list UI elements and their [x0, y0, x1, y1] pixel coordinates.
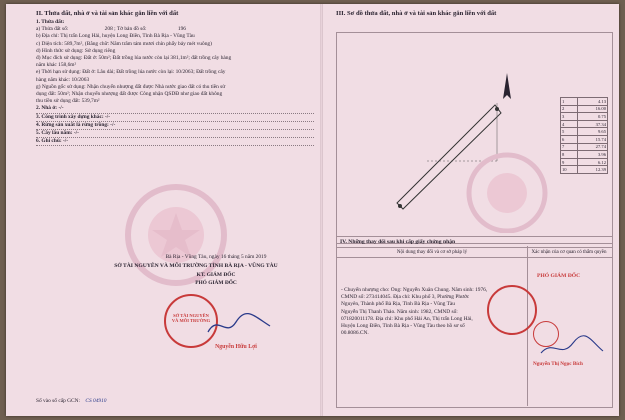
parcel-line: a) Thửa đất số: 208 ; Tờ bản đồ số: 196	[36, 26, 186, 33]
column-content: Nội dung thay đổi và cơ sở pháp lý	[396, 250, 468, 255]
coordinate-row	[561, 151, 608, 159]
coordinate-row	[561, 105, 608, 113]
coordinate-index: 6	[561, 135, 578, 143]
coordinate-index: 1	[561, 98, 578, 106]
use-form-line: d) Hình thức sử dụng: Sử dụng riêng	[36, 47, 116, 54]
coordinate-row	[561, 143, 608, 151]
cert-number-line: Số vào sổ cấp GCN: CS 04910	[36, 398, 107, 404]
entry-line-2: CMND số: 273414045. Địa chỉ: Khu phố 3, Phường Phước	[341, 294, 470, 301]
confirm-signature	[537, 333, 607, 363]
confirm-deputy-title: PHÓ GIÁM ĐỐC	[537, 273, 581, 279]
coordinate-row	[561, 135, 608, 143]
entry-line-1: - Chuyển nhượng cho: Ông: Nguyễn Xuân Chung. Năm sinh: 1976,	[341, 287, 488, 293]
cert-number: CS 04910	[85, 398, 107, 404]
coordinate-value: 6.12	[578, 158, 608, 166]
changes-caption: IV. Những thay đổi sau khi cấp giấy chứng nhận	[337, 237, 612, 248]
term-line-1: e) Thời hạn sử dụng: Đất ở: Lâu dài; Đất trồng lúa nước còn lại: 10/2063; Đất trồng cây	[36, 69, 226, 76]
section-ii-title: II. Thửa đất, nhà ở và tài sản khác gắn liền với đất	[36, 10, 179, 17]
map-sheet-number: 196	[177, 26, 186, 33]
purpose-line-1: đ) Mục đích sử dụng: Đất ở: 50m²; Đất trồng lúa nước còn lại 381,1m²; đất trồng cây hàng	[36, 55, 232, 62]
coordinate-index: 2	[561, 105, 578, 113]
perennial-line: 5. Cây lâu năm: -/-	[36, 130, 314, 138]
coordinate-index: 10	[561, 166, 578, 174]
coordinate-value: 9.65	[578, 128, 608, 136]
certificate-sheet	[6, 4, 619, 416]
coordinate-row	[561, 166, 608, 174]
column-confirm: Xác nhận của cơ quan có thẩm quyền	[531, 250, 607, 255]
changes-table	[336, 236, 613, 408]
other-construction-line: 3. Công trình xây dựng khác: -/-	[36, 114, 314, 122]
coordinate-value: 15.74	[578, 135, 608, 143]
land-heading: 1. Thửa đất:	[36, 19, 65, 25]
entry-line-7: 00.8086.CN.	[341, 330, 369, 337]
coordinate-row	[561, 113, 608, 121]
coordinate-value: 37.34	[578, 120, 608, 128]
address-line: b) Địa chỉ: Thị trấn Long Hải, huyện Long Điền, Tỉnh Bà Rịa - Vũng Tàu	[36, 33, 195, 40]
signature	[204, 310, 274, 340]
coordinate-index: 9	[561, 158, 578, 166]
entry-line-5: 071820011178. Địa chỉ: Khu phố Hải An, Thị trấn Long Hải,	[341, 315, 473, 322]
coordinate-table	[560, 97, 608, 174]
note-line: 6. Ghi chú: -/-	[36, 138, 314, 146]
coordinate-value: 3.96	[578, 151, 608, 159]
origin-line-2: dụng đất: 50m²; Nhận chuyển nhượng đất được Công nhận QSDĐ như giao đất không	[36, 91, 223, 98]
coordinate-value: 0.75	[578, 113, 608, 121]
right-page	[336, 10, 611, 410]
changes-header	[337, 248, 612, 258]
origin-line-3: thu tiền sử dụng đất: 539,7m²	[36, 98, 100, 105]
coordinate-row	[561, 98, 608, 106]
coordinate-index: 4	[561, 120, 578, 128]
coordinate-value: 16.00	[578, 105, 608, 113]
emblem-watermark-right	[447, 143, 567, 233]
parcel-number: 208	[104, 26, 113, 33]
north-arrow-icon	[487, 69, 527, 109]
entry-line-6: Huyện Long Điền, Tỉnh Bà Rịa - Vũng Tàu theo hồ sơ số	[341, 323, 465, 330]
parcel-diagram-frame	[336, 32, 613, 244]
date-line: Bà Rịa - Vũng Tàu, ngày 16 tháng 5 năm 2019	[165, 254, 267, 260]
coordinate-row	[561, 128, 608, 136]
coordinate-row	[561, 120, 608, 128]
purpose-line-2: năm khác 158,6m²	[36, 62, 77, 69]
left-page	[36, 10, 314, 410]
term-line-2: hàng năm khác: 10/2063	[36, 76, 90, 83]
signer-name: Nguyễn Hữu Lợi	[215, 344, 257, 350]
page-fold	[320, 4, 323, 416]
coordinate-value: 4.13	[578, 98, 608, 106]
confirm-signer-name: Nguyễn Thị Ngọc Bích	[533, 361, 583, 367]
coordinate-index: 8	[561, 151, 578, 159]
issuing-office: SỞ TÀI NGUYÊN VÀ MÔI TRƯỜNG TỈNH BÀ RỊA - VŨNG TÀU	[114, 263, 278, 269]
coordinate-index: 7	[561, 143, 578, 151]
forest-line: 4. Rừng sản xuất là rừng trồng: -/-	[36, 122, 314, 130]
coordinate-value: 12.39	[578, 166, 608, 174]
house-line: 2. Nhà ở: -/-	[36, 105, 314, 113]
area-line: c) Diện tích: 589,7m², (Bằng chữ: Năm trăm tám mươi chín phẩy bảy mét vuông)	[36, 40, 212, 47]
transfer-stamp	[487, 285, 537, 335]
coordinate-row	[561, 158, 608, 166]
entry-line-4: Nguyễn Thị Thanh Thảo. Năm sinh: 1982, CMND số:	[341, 308, 458, 315]
coordinate-index: 5	[561, 128, 578, 136]
section-iii-title: III. Sơ đồ thửa đất, nhà ở và tài sản khác gắn liền với đất	[336, 10, 497, 17]
deputy-director-title: PHÓ GIÁM ĐỐC	[195, 280, 237, 286]
coordinate-value: 27.74	[578, 143, 608, 151]
director-title: KT. GIÁM ĐỐC	[196, 272, 236, 278]
coordinate-index: 3	[561, 113, 578, 121]
origin-line-1: g) Nguồn gốc sử dụng: Nhận chuyển nhượng đất được Nhà nước giao đất có thu tiền sử	[36, 83, 226, 90]
entry-line-3: Nguyên, Thành phố Bà Rịa, Tỉnh Bà Rịa - Vũng Tàu	[341, 301, 455, 308]
official-stamp: SỞ TÀI NGUYÊN VÀ MÔI TRƯỜNG	[164, 294, 218, 348]
